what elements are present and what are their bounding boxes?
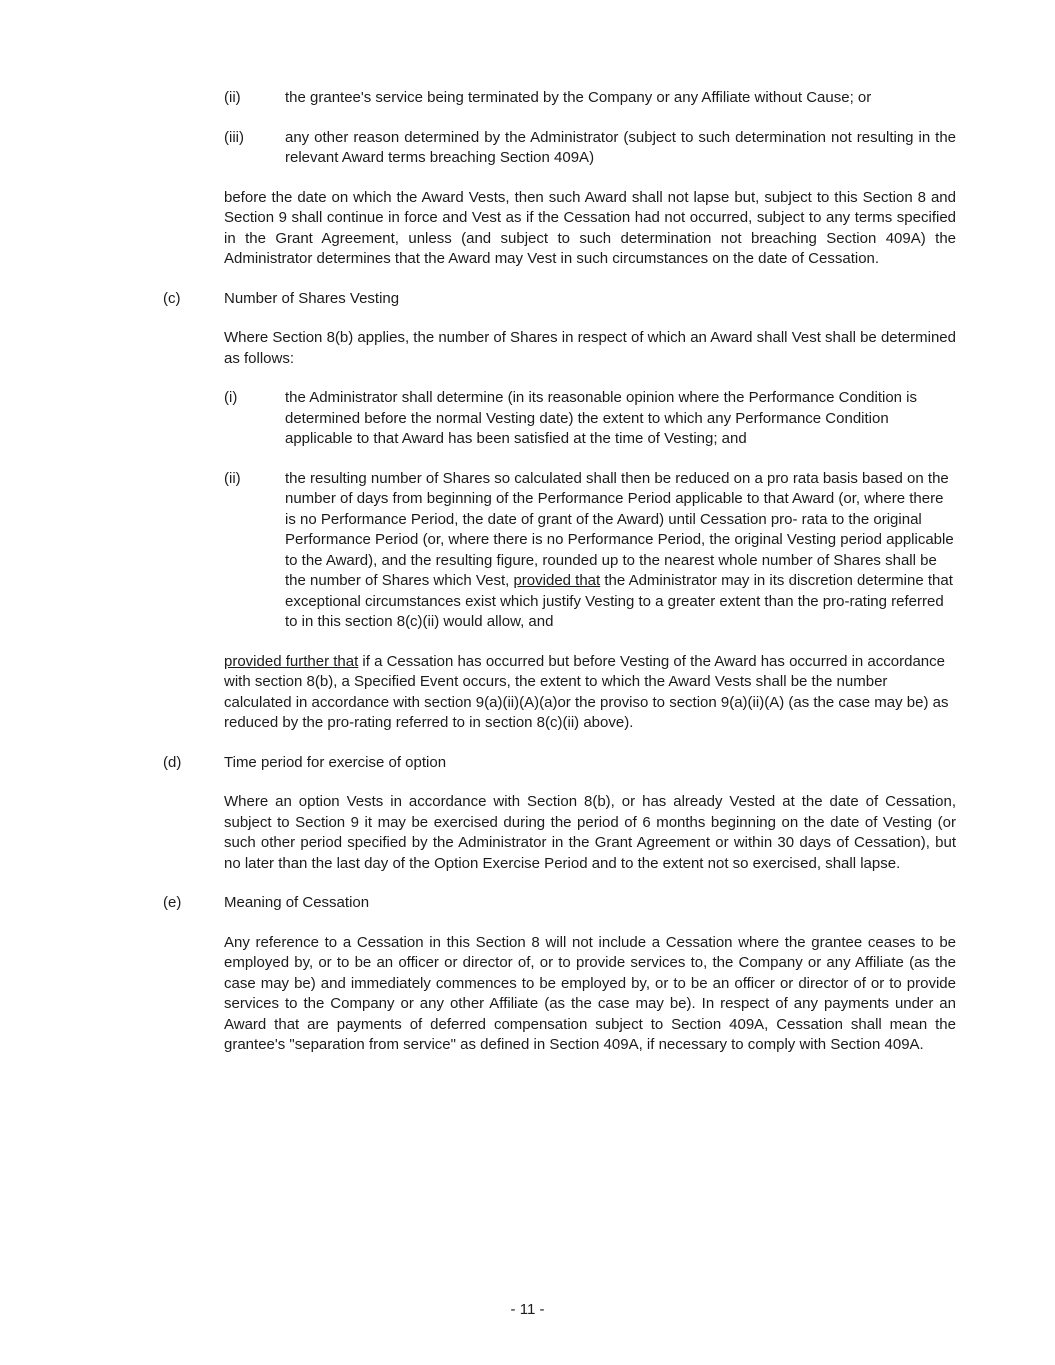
paragraph-e-body: Any reference to a Cessation in this Section 8 will not include a Cessation where the grantee ceases to be employed by, or to be an officer or director of, or to provide services to, the Company or any Affiliate (as the case may be) and immediately commences to be employed by, or to be an officer or director of or to provide services to the Company or any other Affiliate (as the case may be). In respect of any payments under an Award that are payments of deferred compensation subject to Section 409A, Cessation shall mean the grantee's "separation from service" as defined in Section 409A, if necessary to comply with Section 409A.	[224, 933, 956, 1053]
list-item-8b-ii	[224, 88, 956, 109]
clause-label: (d)	[163, 753, 182, 771]
document-content	[163, 88, 956, 1075]
paragraph-c-intro: Where Section 8(b) applies, the number of Shares in respect of which an Award shall Vest shall be determined as follows:	[224, 329, 956, 367]
list-item-label: (ii)	[224, 89, 241, 106]
page-number: - 11 -	[510, 1301, 545, 1318]
clause-c-heading	[163, 289, 956, 310]
clause-label: (c)	[163, 289, 181, 307]
list-item-8b-iii	[224, 128, 956, 169]
list-item-text: any other reason determined by the Administrator (subject to such determination not resulting in the relevant Award terms breaching Section 409A)	[285, 128, 956, 166]
clause-heading-text: Number of Shares Vesting	[224, 289, 400, 307]
run-text: the Administrator may in its discretion determine that exceptional circumstances exist which justify Vesting to a greater extent than the pro-rating referred to in this section 8(c)(ii) would allow, and	[285, 572, 953, 630]
clause-heading-text: Meaning of Cessation	[224, 894, 370, 911]
paragraph-d-body: Where an option Vests in accordance with Section 8(b), or has already Vested at the date of Cessation, subject to Section 9 it may be exercised during the period of 6 months beginning on the date of Vesting (or such other period specified by the Administrator in the Grant Agreement or within 30 days of Cessation), but no later than the last day of the Option Exercise Period and to the extent not so exercised, shall lapse.	[224, 793, 956, 872]
paragraph-c-proviso	[224, 652, 956, 734]
clause-heading-text: Time period for exercise of option	[224, 753, 447, 771]
list-item-text	[285, 469, 956, 633]
run-text: the resulting number of Shares so calculated shall then be reduced on a pro rata basis based on the number of days from beginning of the Performance Period applicable to that Award (or, where there is no Performance Period, the date of grant of the Award) until Cessation pro- rata to the original Performance Period (or, where there is no Performance Period, the original Vesting period applicable to the Award), and the resulting figure, rounded up to the nearest whole number of Shares shall be the number of Shares which Vest,	[285, 469, 954, 589]
run-underlined-provided-further-that: provided further that	[224, 652, 359, 670]
clause-e-heading	[163, 893, 956, 914]
clause-d-heading	[163, 753, 956, 774]
list-item-text: the grantee's service being terminated by the Company or any Affiliate without Cause; or	[285, 89, 872, 106]
clause-label: (e)	[163, 894, 182, 911]
list-item-text: the Administrator shall determine (in its reasonable opinion where the Performance Condition is determined before the normal Vesting date) the extent to which any Performance Condition applicable to that Award has been satisfied at the time of Vesting; and	[285, 389, 917, 447]
list-item-label: (iii)	[224, 128, 244, 146]
list-item-c-ii	[224, 469, 956, 633]
paragraph-8b-tail: before the date on which the Award Vests, then such Award shall not lapse but, subject to this Section 8 and Section 9 shall continue in force and Vest as if the Cessation had not occurred, subject to any terms specified in the Grant Agreement, unless (and subject to such determination not breaching Section 409A) the Administrator determines that the Award may Vest in such circumstances on the date of Cessation.	[224, 188, 956, 267]
list-item-label: (i)	[224, 389, 238, 406]
list-item-c-i	[224, 388, 956, 450]
run-underlined-provided-that: provided that	[513, 572, 601, 589]
run-text: if a Cessation has occurred but before Vesting of the Award has occurred in accordance with section 8(b), a Specified Event occurs, the extent to which the Award Vests shall be the number calculated in accordance with section 9(a)(ii)(A)(a)or the proviso to section 9(a)(ii)(A) (as the case may be) as reduced by the pro-rating referred to in section 8(c)(ii) above).	[224, 652, 949, 731]
list-item-label: (ii)	[224, 469, 241, 487]
